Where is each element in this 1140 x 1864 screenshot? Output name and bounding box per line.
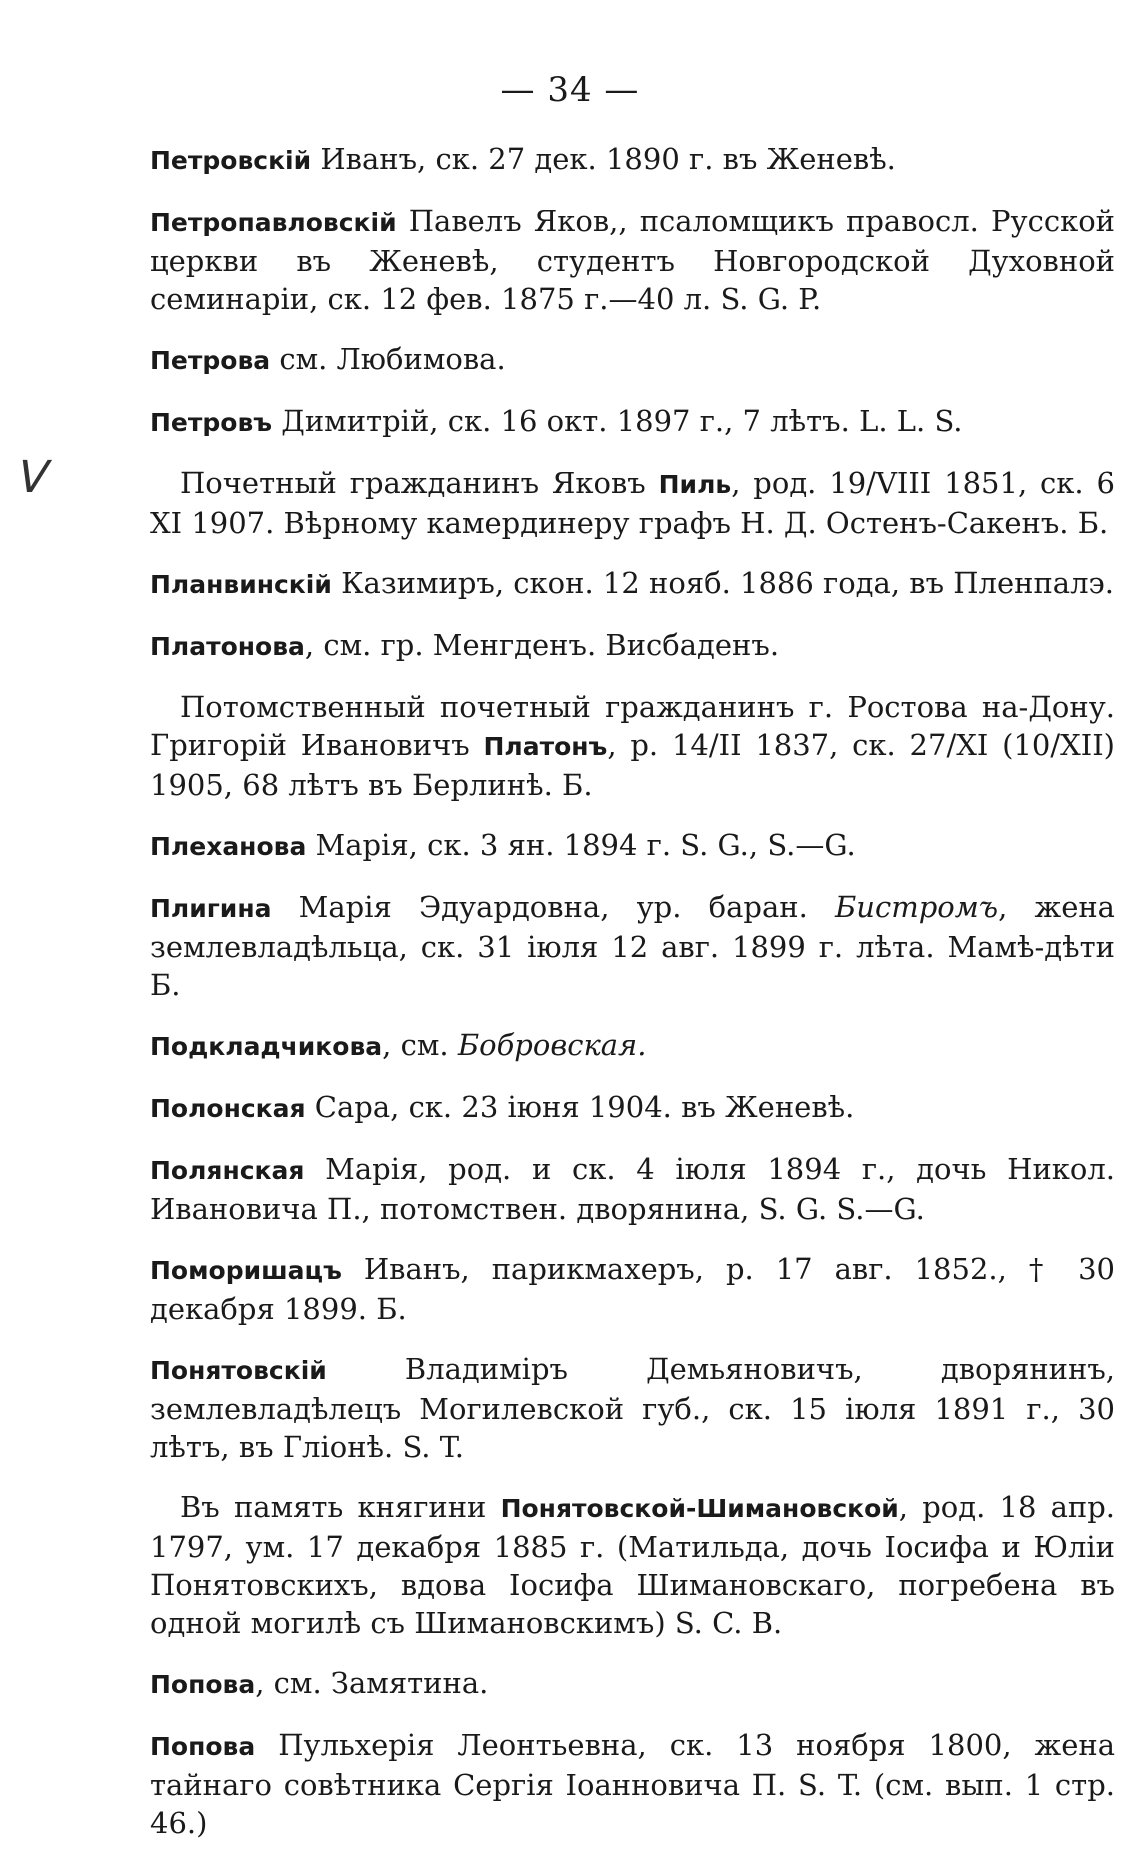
entry-surname: Пиль — [658, 470, 732, 499]
entry-italic: Бобровская. — [457, 1028, 647, 1062]
entry-text: см. Любимова. — [270, 342, 506, 376]
entry-text: Марія, ск. 3 ян. 1894 г. S. G., S.—G. — [306, 828, 856, 862]
entry-polonskaya — [150, 1088, 1115, 1128]
entry-petrovsky — [150, 140, 1115, 180]
entry-surname: Понятовской-Шимановской — [500, 1494, 899, 1523]
entry-surname: Полянская — [150, 1156, 305, 1185]
entry-popova-ref — [150, 1664, 1115, 1704]
entry-text: Иванъ, ск. 27 дек. 1890 г. въ Женевѣ. — [311, 142, 896, 176]
entry-petropavlovsky — [150, 202, 1115, 318]
entry-petrova — [150, 340, 1115, 380]
page-number: — 34 — — [500, 70, 640, 110]
entry-pil — [150, 464, 1115, 542]
entry-planvinsky — [150, 564, 1115, 604]
entry-text: , см. — [382, 1028, 458, 1062]
entry-text: Казимиръ, скон. 12 нояб. 1886 года, въ Пленпалэ. — [331, 566, 1114, 600]
entry-prefix: Почетный гражданинъ Яковъ — [180, 466, 659, 500]
entry-363-pligina — [150, 888, 1115, 1004]
entry-plekhanova — [150, 826, 1115, 866]
entry-surname: Попова — [150, 1670, 256, 1699]
entry-surname: Полонская — [150, 1094, 306, 1123]
entry-text: Пульхерія Леонтьевна, ск. 13 ноября 1800, жена тайнаго совѣтника Сергія Іоанновича П. S. T. (см. вып. 1 стр. 46.) — [150, 1728, 1115, 1840]
entry-text: , род. 19/VIII 1851, ск. 6 XI 1907. Вѣрному камердинеру графъ Н. Д. Остенъ-Сакенъ. Б. — [150, 466, 1115, 540]
entry-text: , см. Замятина. — [255, 1666, 489, 1700]
entry-surname: Понятовскій — [150, 1356, 327, 1385]
entry-polyanskaya — [150, 1150, 1115, 1228]
entry-text: Иванъ, парикмахеръ, р. 17 авг. 1852., † 30 декабря 1899. Б. — [150, 1252, 1115, 1326]
entry-surname: Платонъ — [483, 732, 608, 761]
margin-check-mark: V — [11, 452, 55, 503]
entry-text: Владиміръ Демьяновичъ, дворянинъ, землевладѣлецъ Могилевской губ., ск. 15 іюля 1891 г., 30 лѣтъ, въ Гліонѣ. S. T. — [150, 1352, 1115, 1464]
entry-text: , см. гр. Менгденъ. Висбаденъ. — [304, 628, 780, 662]
entry-ponyatovsky — [150, 1350, 1115, 1466]
entry-ponyatovskaya-shimanovskaya — [150, 1488, 1115, 1642]
entry-surname: Поморишацъ — [150, 1256, 342, 1285]
entry-surname: Петропавловскій — [150, 208, 397, 237]
entry-surname: Планвинскій — [150, 570, 332, 599]
entry-prefix: Въ память княгини — [180, 1490, 501, 1524]
entry-surname: Подкладчикова — [150, 1032, 383, 1061]
entry-surname: Плеханова — [150, 832, 307, 861]
entry-surname: Петровъ — [150, 408, 273, 437]
register-entries — [150, 140, 1115, 1864]
entry-popova — [150, 1726, 1115, 1842]
entry-platonova — [150, 626, 1115, 666]
entry-text: , род. 18 апр. 1797, ум. 17 декабря 1885 г. (Матильда, дочь Іосифа и Юліи Понятовскихъ, вдова Іосифа Шимановскаго, погребена въ одной могилѣ съ Шимановскимъ) S. C. B. — [150, 1490, 1115, 1640]
entry-surname: Платонова — [150, 632, 305, 661]
entry-text: , р. 14/II 1837, ск. 27/XI (10/XII) 1905, 68 лѣтъ въ Берлинѣ. Б. — [150, 728, 1115, 802]
entry-surname: Петровскій — [150, 146, 312, 175]
entry-prefix: Потомственный почетный гражданинъ г. Ростова на-Дону. Григорій Ивановичъ — [150, 690, 1115, 762]
entry-podkladchikova — [150, 1026, 1115, 1066]
entry-platon — [150, 688, 1115, 804]
entry-surname: Попова — [150, 1732, 256, 1761]
entry-text: Димитрій, ск. 16 окт. 1897 г., 7 лѣтъ. L. L. S. — [272, 404, 963, 438]
entry-text: Павелъ Яков,, псаломщикъ правосл. Русской церкви въ Женевѣ, студентъ Новгородской Духовной семинаріи, ск. 12 фев. 1875 г.—40 л. S. G. P. — [150, 204, 1115, 316]
entry-pomorishats — [150, 1250, 1115, 1328]
entry-text: Сара, ск. 23 іюня 1904. въ Женевѣ. — [305, 1090, 855, 1124]
entry-text: Марія, род. и ск. 4 іюля 1894 г., дочь Никол. Ивановича П., потомствен. дворянина, S. G. S.—G. — [150, 1152, 1115, 1226]
entry-surname: Плигина — [150, 894, 272, 923]
entry-surname: Петрова — [150, 346, 271, 375]
entry-italic: Бистромъ — [834, 890, 999, 924]
entry-text: Марія Эдуардовна, ур. баран. — [271, 890, 835, 924]
entry-suffix: , жена землевладѣльца, ск. 31 іюля 12 авг. 1899 г. лѣта. Мамѣ-дѣти Б. — [150, 890, 1115, 1002]
entry-petrov — [150, 402, 1115, 442]
